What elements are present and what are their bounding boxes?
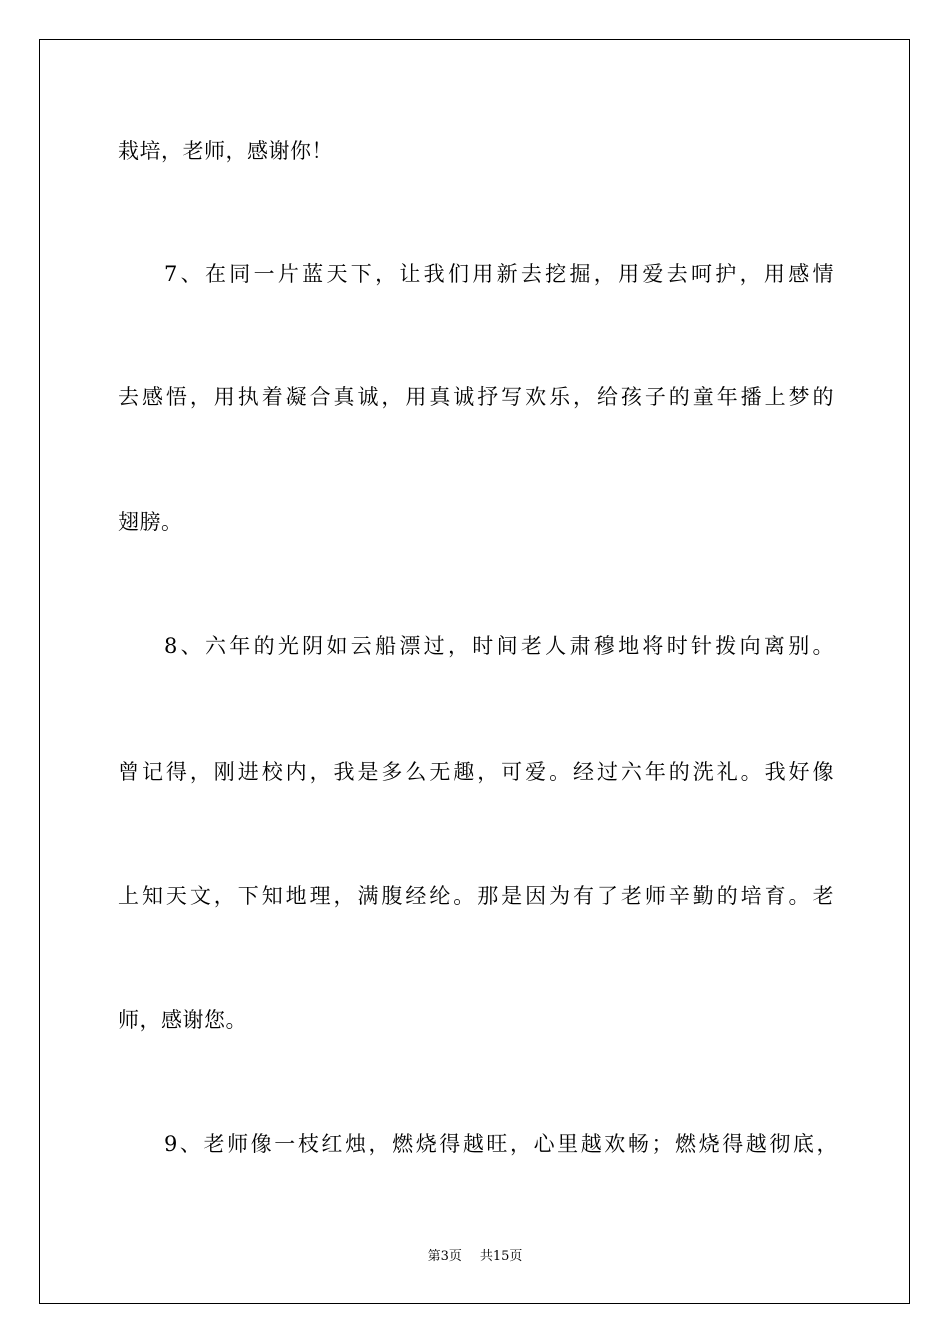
text-line-3: 去感悟，用执着凝合真诚，用真诚抒写欢乐，给孩子的童年播上梦的 — [118, 385, 834, 409]
text-line-6: 曾记得，刚进校内，我是多么无趣，可爱。经过六年的洗礼。我好像 — [118, 760, 834, 784]
text-line-8: 师，感谢您。 — [118, 1008, 247, 1032]
page-total: 共15页 — [479, 1249, 523, 1264]
text-line-5: 8、六年的光阴如云船漂过，时间老人肃穆地将时针拨向离别。 — [164, 634, 834, 658]
text-line-2: 7、在同一片蓝天下，让我们用新去挖掘，用爱去呵护，用感情 — [164, 262, 834, 286]
text-line-1: 栽培，老师，感谢你！ — [118, 139, 333, 163]
page-footer — [0, 1248, 950, 1266]
text-line-4: 翅膀。 — [118, 510, 183, 534]
text-line-7: 上知天文，下知地理，满腹经纶。那是因为有了老师辛勤的培育。老 — [118, 884, 834, 908]
page-frame — [39, 39, 910, 1304]
page-number: 第3页 — [427, 1249, 462, 1264]
text-line-9: 9、老师像一枝红烛，燃烧得越旺，心里越欢畅；燃烧得越彻底， — [164, 1132, 838, 1156]
